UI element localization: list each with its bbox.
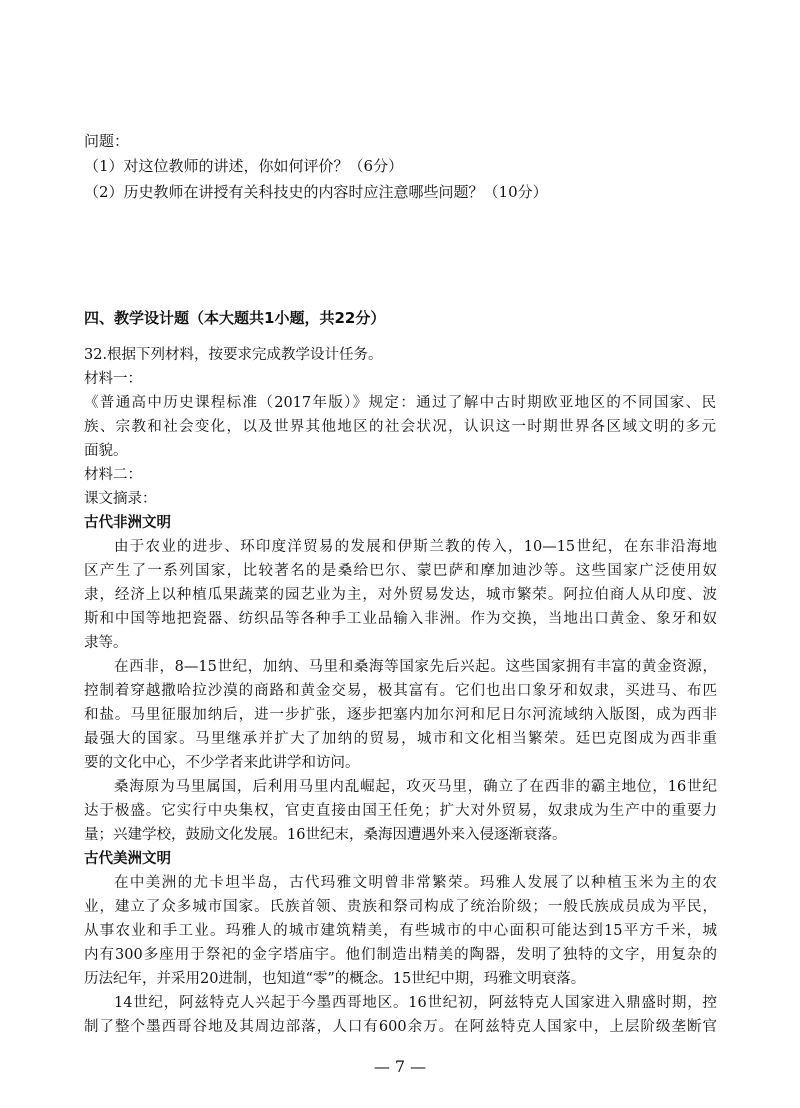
question-2: （2）历史教师在讲授有关科技史的内容时应注意哪些问题？（10分）: [84, 183, 548, 201]
america-p1-line: 在中美洲的尤卡坦半岛，古代玛雅文明曾非常繁荣。玛雅人发展了以种植玉米为主的农: [114, 875, 717, 891]
africa-p1-line: 隶等。: [84, 635, 128, 651]
africa-p3-line: 桑海原为马里属国，后利用马里内乱崛起，攻灭马里，确立了在西非的霸主地位，16世纪: [114, 779, 717, 795]
material-1-line: 面貌。: [84, 443, 128, 459]
material-1-label: 材料一：: [84, 371, 142, 387]
america-p1-line: 内有300多座用于祭祀的金字塔庙宇。他们制造出精美的陶器，发明了独特的文字，用复杂的: [84, 947, 717, 963]
africa-p1-line: 斯和中国等地把瓷器、纺织品等各种手工业品输入非洲。作为交换，当地出口黄金、象牙和奴: [84, 611, 717, 627]
africa-p3-line: 量；兴建学校，鼓励文化发展。16世纪末，桑海因遭遇外来入侵逐渐衰落。: [84, 827, 567, 843]
section-heading: 四、教学设计题（本大题共1小题，共22分）: [84, 309, 386, 327]
africa-p3-line: 达于极盛。它实行中央集权，官吏直接由国王任免；扩大对外贸易，奴隶成为生产中的重要力: [84, 803, 717, 819]
africa-heading: 古代非洲文明: [84, 515, 171, 531]
africa-p1-line: 区产生了一系列国家，比较著名的是桑给巴尔、蒙巴萨和摩加迪沙等。这些国家广泛使用奴: [84, 563, 717, 579]
questions-title: 问题：: [84, 132, 130, 150]
america-p1-line: 业，建立了众多城市国家。氏族首领、贵族和祭司构成了统治阶级；一般氏族成员成为平民，: [84, 899, 717, 915]
africa-p1-line: 由于农业的进步、环印度洋贸易的发展和伊斯兰教的传入，10—15世纪，在东非沿海地: [114, 539, 717, 555]
africa-p2-line: 和盐。马里征服加纳后，进一步扩张，逐步把塞内加尔河和尼日尔河流域纳入版图，成为西非: [84, 707, 717, 723]
material-1-line: 《普通高中历史课程标准（2017年版）》规定：通过了解中古时期欧亚地区的不同国家、民: [84, 395, 716, 411]
america-heading: 古代美洲文明: [84, 851, 171, 867]
america-p1-line: 历法纪年，并采用20进制，也知道“零”的概念。15世纪中期，玛雅文明衰落。: [84, 971, 586, 987]
africa-p2-line: 最强大的国家。马里继承并扩大了加纳的贸易，城市和文化相当繁荣。廷巴克图成为西非重: [84, 731, 717, 747]
task-statement: 32.根据下列材料，按要求完成教学设计任务。: [84, 347, 383, 363]
africa-p2-line: 控制着穿越撒哈拉沙漠的商路和黄金交易，极其富有。它们也出口象牙和奴隶，买进马、布匹: [84, 683, 717, 699]
africa-p1-line: 隶，经济上以种植瓜果蔬菜的园艺业为主，对外贸易发达，城市繁荣。阿拉伯商人从印度、波: [84, 587, 717, 603]
america-p1-line: 从事农业和手工业。玛雅人的城市建筑精美，有些城市的中心面积可能达到15平方千米，城: [84, 923, 717, 939]
excerpt-label: 课文摘录：: [84, 491, 157, 507]
america-p2-line: 制了整个墨西哥谷地及其周边部落，人口有600余万。在阿兹特克人国家中，上层阶级垄断官: [84, 1019, 717, 1035]
america-p2-line: 14世纪，阿兹特克人兴起于今墨西哥地区。16世纪初，阿兹特克人国家进入鼎盛时期，控: [114, 995, 717, 1011]
material-1-line: 族、宗教和社会变化，以及世界其他地区的社会状况，认识这一时期世界各区域文明的多元: [84, 419, 716, 435]
question-1: （1）对这位教师的讲述，你如何评价？（6分）: [84, 157, 404, 175]
page-number: — 7 —: [373, 1057, 427, 1076]
material-2-label: 材料二：: [84, 467, 142, 483]
africa-p2-line: 在西非，8—15世纪，加纳、马里和桑海等国家先后兴起。这些国家拥有丰富的黄金资源，: [114, 659, 717, 675]
africa-p2-line: 要的文化中心，不少学者来此讲学和访问。: [84, 755, 360, 771]
